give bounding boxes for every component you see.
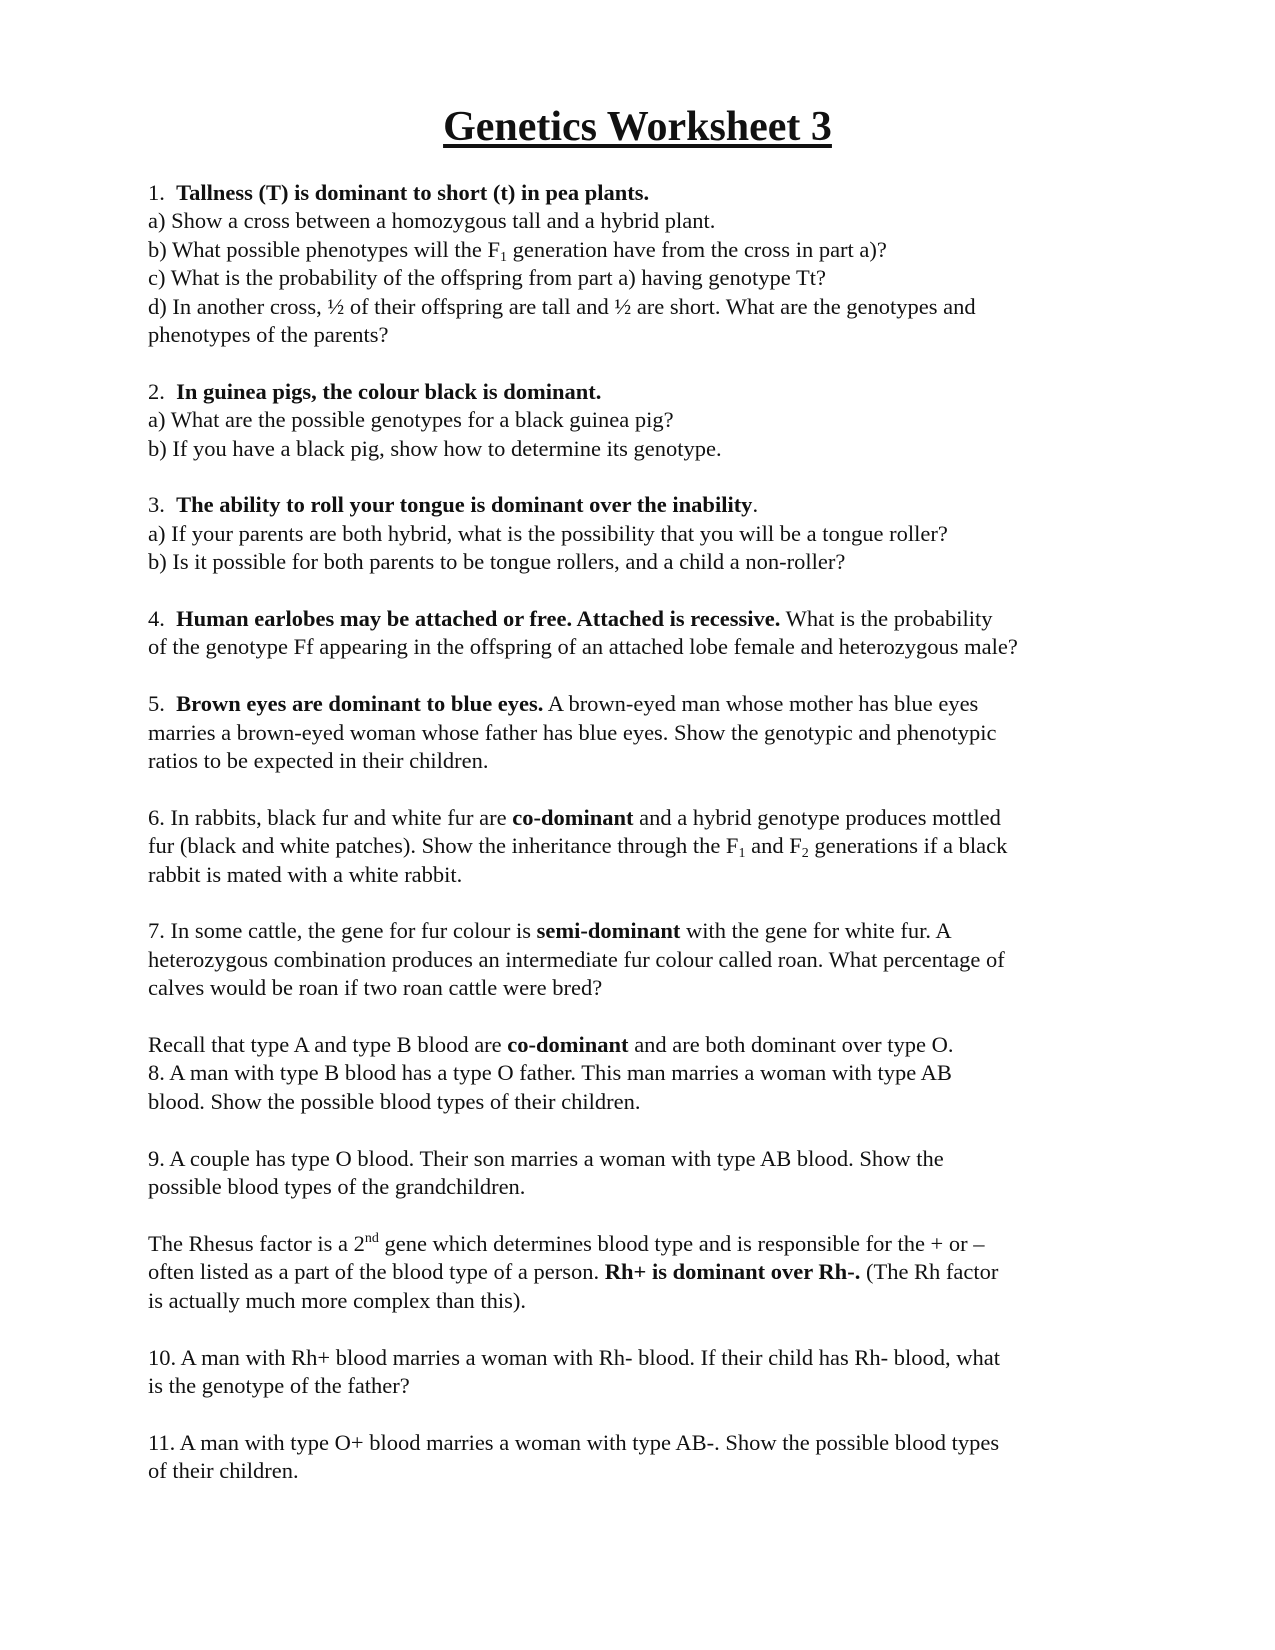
question-text: of the genotype Ff appearing in the offspring of an attached lobe female and heterozygous male? <box>148 634 1018 660</box>
question-part-b: b) If you have a black pig, show how to determine its genotype. <box>148 435 722 461</box>
question-number: 1. <box>148 180 165 205</box>
question-heading: The ability to roll your tongue is dominant over the inability <box>176 492 753 518</box>
question-11 <box>148 1429 1148 1486</box>
rhesus-note: The Rhesus factor is a 2nd gene which determines blood type and is responsible for the + or – often listed as a part of the blood type of a person. Rh+ is dominant over Rh-. (The Rh factor is actually much more complex than this). <box>148 1230 1148 1315</box>
question-3: 3. The ability to roll your tongue is dominant over the inability. a) If your parents are both hybrid, what is the possibility that you will be a tongue roller? b) Is it possible for both parents to be tongue rollers, and a child a non-roller? <box>148 491 1148 576</box>
worksheet-body <box>148 179 1148 1514</box>
question-6: 6. In rabbits, black fur and white fur are co-dominant and a hybrid genotype produces mottled fur (black and white patches). Show the inheritance through the $F_1$ and $F_2$ generations if a black rabbit is mated with a white rabbit. <box>148 804 1148 889</box>
question-2 <box>148 378 1148 463</box>
recall-note: Recall that type A and type B blood are co-dominant and are both dominant over type O. <box>148 1032 954 1058</box>
question-text: is the genotype of the father? <box>148 1372 410 1398</box>
question-number: 5. <box>148 691 165 717</box>
question-5: 5. Brown eyes are dominant to blue eyes. A brown-eyed man whose mother has blue eyes marries a brown-eyed woman whose father has blue eyes. Show the genotypic and phenotypic ratios to be expected in their children. <box>148 690 1148 775</box>
question-number: 3. <box>148 492 165 518</box>
question-4: 4. Human earlobes may be attached or free. Attached is recessive. What is the probability of the genotype Ff appearing in the offspring of an attached lobe female and heterozygous male? <box>148 605 1148 662</box>
question-part-b: b) What possible phenotypes will the $F_1$ generation have from the cross in part a)? <box>148 236 887 265</box>
question-9 <box>148 1145 1148 1202</box>
question-part-c: c) What is the probability of the offspring from part a) having genotype Tt? <box>148 265 826 291</box>
question-part-b: b) Is it possible for both parents to be tongue rollers, and a child a non-roller? <box>148 549 846 575</box>
question-text: rabbit is mated with a white rabbit. <box>148 861 463 887</box>
question-text: calves would be roan if two roan cattle were bred? <box>148 975 603 1001</box>
question-7: 7. In some cattle, the gene for fur colour is semi-dominant with the gene for white fur. A heterozygous combination produces an intermediate fur colour called roan. What percentage of calves would be roan if two roan cattle were bred? <box>148 917 1148 1002</box>
key-term: Rh+ is dominant over Rh-. <box>604 1259 861 1285</box>
question-heading: In guinea pigs, the colour black is dominant. <box>176 378 602 404</box>
question-text: heterozygous combination produces an intermediate fur colour called roan. What percentage of <box>148 946 1005 972</box>
question-part-d-cont: phenotypes of the parents? <box>148 322 389 348</box>
question-part-a: a) Show a cross between a homozygous tall and a hybrid plant. <box>148 208 716 234</box>
question-text: 11. A man with type O+ blood marries a woman with type AB-. Show the possible blood types <box>148 1429 1000 1455</box>
question-text: ratios to be expected in their children. <box>148 748 489 774</box>
key-term: co-dominant <box>512 804 634 830</box>
question-heading: Brown eyes are dominant to blue eyes. <box>176 691 544 717</box>
question-text: 9. A couple has type O blood. Their son marries a woman with type AB blood. Show the <box>148 1145 944 1171</box>
question-text: marries a brown-eyed woman whose father has blue eyes. Show the genotypic and phenotypic <box>148 719 997 745</box>
question-number: 2. <box>148 378 165 404</box>
key-term: semi-dominant <box>536 918 681 944</box>
question-part-d: d) In another cross, ½ of their offspring are tall and ½ are short. What are the genotypes and <box>148 293 976 319</box>
question-8 <box>148 1031 1148 1116</box>
note-text: is actually much more complex than this). <box>148 1287 527 1313</box>
question-10 <box>148 1344 1148 1401</box>
question-text: possible blood types of the grandchildren. <box>148 1174 526 1200</box>
question-number: 4. <box>148 606 165 632</box>
question-text: fur (black and white patches). Show the inheritance through the $F_1$ and $F_2$ generations if a black <box>148 833 1008 862</box>
question-heading: Tallness (T) is dominant to short (t) in pea plants. <box>176 180 650 205</box>
question-text: 8. A man with type B blood has a type O father. This man marries a woman with type AB <box>148 1060 952 1086</box>
question-part-a: a) If your parents are both hybrid, what is the possibility that you will be a tongue roller? <box>148 520 948 546</box>
question-part-a: a) What are the possible genotypes for a black guinea pig? <box>148 407 674 433</box>
question-text: blood. Show the possible blood types of their children. <box>148 1088 641 1114</box>
question-1 <box>148 179 1148 349</box>
question-text: of their children. <box>148 1458 299 1484</box>
key-term: co-dominant <box>507 1032 629 1058</box>
page-title: Genetics Worksheet 3 <box>443 104 832 150</box>
question-text: 10. A man with Rh+ blood marries a woman with Rh- blood. If their child has Rh- blood, what <box>148 1344 1000 1370</box>
question-heading: Human earlobes may be attached or free. Attached is recessive. <box>176 606 781 632</box>
